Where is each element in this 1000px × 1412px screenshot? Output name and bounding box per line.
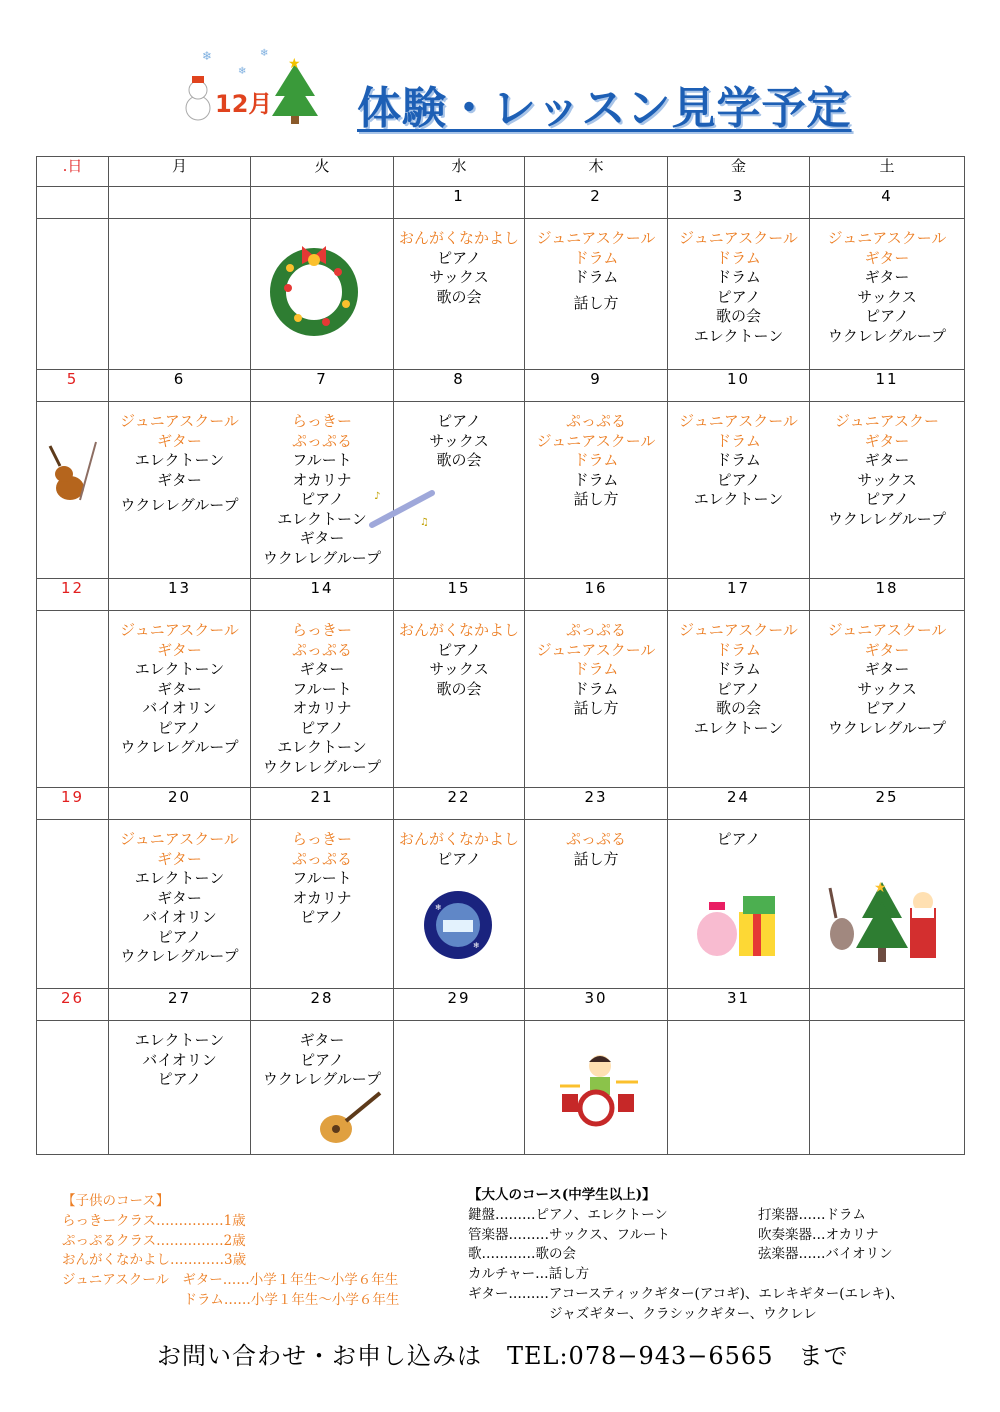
lesson-name: ドラム bbox=[716, 268, 761, 286]
lesson-name: オカリナ bbox=[292, 888, 352, 907]
day-cell bbox=[109, 219, 251, 370]
lesson-name: サックス bbox=[857, 470, 917, 489]
lesson-name: サックス bbox=[857, 287, 917, 306]
kids-course-line: おんがくなかよし…………3歳 bbox=[62, 1252, 247, 1269]
day-lessons bbox=[668, 402, 809, 510]
date-cell: 8 bbox=[394, 370, 525, 402]
lesson-name: エレクトーン bbox=[134, 869, 225, 887]
weekday-header: 水 bbox=[394, 157, 525, 187]
day-cell bbox=[810, 1021, 965, 1155]
adult-course-row bbox=[468, 1226, 904, 1246]
lesson-name: ギター bbox=[299, 1031, 345, 1049]
lesson-name: ギター bbox=[157, 679, 202, 698]
class-name: ぷっぷる bbox=[291, 640, 352, 659]
adult-course-left: 管楽器………サックス、フルート bbox=[468, 1226, 670, 1243]
class-name: おんがくなかよし bbox=[398, 229, 519, 247]
day-lessons bbox=[525, 611, 667, 719]
date-cell: 18 bbox=[810, 579, 965, 611]
adult-course-row: ジャズギター、クラシックギター、ウクレレ bbox=[468, 1305, 817, 1322]
date-cell: 5 bbox=[37, 370, 109, 402]
content-row bbox=[37, 219, 965, 370]
day-lessons bbox=[109, 402, 250, 516]
adult-course-left: カルチャー…話し方 bbox=[468, 1266, 590, 1283]
class-name: らっきー bbox=[291, 412, 352, 430]
day-cell bbox=[109, 820, 251, 989]
day-cell bbox=[37, 820, 109, 989]
adult-course-right: 吹奏楽器…オカリナ bbox=[758, 1226, 879, 1243]
lesson-name: フルート bbox=[292, 679, 352, 698]
svg-text:❄: ❄ bbox=[202, 49, 213, 63]
class-name: ギター bbox=[157, 849, 202, 868]
class-name: ドラム bbox=[573, 660, 619, 678]
page-title: 体験・レッスン見学予定 bbox=[357, 83, 852, 134]
date-cell: 22 bbox=[394, 788, 525, 820]
day-cell bbox=[668, 1021, 810, 1155]
lesson-name: 話し方 bbox=[573, 849, 619, 868]
class-name: ドラム bbox=[716, 431, 761, 450]
lesson-name: ウクレレグループ bbox=[120, 947, 239, 965]
date-cell: 15 bbox=[394, 579, 525, 611]
svg-text:❄: ❄ bbox=[435, 903, 442, 912]
date-cell bbox=[109, 187, 251, 219]
date-cell: 25 bbox=[810, 788, 965, 820]
date-cell: 9 bbox=[525, 370, 668, 402]
date-cell bbox=[810, 989, 965, 1021]
day-lessons bbox=[810, 1021, 964, 1031]
lesson-name: 歌の会 bbox=[436, 287, 482, 306]
class-name: ジュニアスクー bbox=[834, 412, 940, 430]
svg-text:❄: ❄ bbox=[238, 66, 247, 77]
date-cell: 2 bbox=[525, 187, 668, 219]
day-cell bbox=[109, 611, 251, 788]
date-cell: 12 bbox=[37, 579, 109, 611]
date-cell: 11 bbox=[810, 370, 965, 402]
weekday-header: 土 bbox=[810, 157, 965, 187]
lesson-name: バイオリン bbox=[142, 699, 217, 717]
date-cell: 20 bbox=[109, 788, 251, 820]
lesson-name: ピアノ bbox=[865, 307, 909, 325]
day-lessons bbox=[668, 611, 809, 738]
date-cell: 7 bbox=[251, 370, 394, 402]
date-row bbox=[37, 579, 965, 611]
class-name: ぷっぷる bbox=[291, 849, 352, 868]
lesson-name: ウクレレグループ bbox=[827, 326, 947, 345]
lesson-name: エレクトーン bbox=[134, 1031, 225, 1049]
lesson-name: ピアノ bbox=[300, 718, 344, 737]
date-cell bbox=[37, 187, 109, 219]
lesson-name: ピアノ bbox=[716, 830, 761, 848]
weekday-header: 火 bbox=[251, 157, 394, 187]
day-lessons bbox=[394, 820, 524, 869]
date-cell: 6 bbox=[109, 370, 251, 402]
lesson-name: エレクトーン bbox=[693, 490, 784, 508]
day-lessons bbox=[668, 219, 809, 346]
lesson-name: サックス bbox=[857, 679, 917, 698]
day-lessons bbox=[109, 219, 250, 229]
day-cell bbox=[109, 402, 251, 579]
day-lessons bbox=[810, 402, 964, 529]
day-lessons bbox=[668, 820, 809, 850]
class-name: ジュニアスクール bbox=[536, 229, 656, 247]
kids-courses-heading: 【子供のコース】 bbox=[62, 1193, 170, 1209]
header bbox=[0, 40, 1000, 140]
date-cell: 21 bbox=[251, 788, 394, 820]
date-cell: 17 bbox=[668, 579, 810, 611]
lesson-name: ドラム bbox=[573, 679, 619, 698]
date-row bbox=[37, 187, 965, 219]
class-name: ギター bbox=[157, 640, 202, 659]
day-lessons bbox=[394, 611, 524, 699]
day-cell bbox=[525, 219, 668, 370]
adult-course-left: 歌…………歌の会 bbox=[468, 1246, 576, 1263]
class-name: ジュニアスクール bbox=[679, 412, 798, 430]
date-cell: 19 bbox=[37, 788, 109, 820]
day-lessons bbox=[37, 611, 108, 621]
lesson-name: エレクトーン bbox=[277, 509, 367, 528]
class-name: ジュニアスクール bbox=[536, 640, 656, 659]
svg-text:❄: ❄ bbox=[473, 941, 480, 950]
reindeer-tree-santa-icon bbox=[826, 878, 946, 968]
class-name: ジュニアスクール bbox=[827, 229, 947, 247]
day-cell bbox=[525, 611, 668, 788]
class-name: ギター bbox=[157, 431, 202, 450]
adult-course-row bbox=[468, 1245, 904, 1265]
lesson-name: 話し方 bbox=[573, 699, 619, 717]
day-lessons bbox=[109, 1021, 250, 1090]
weekday-header-row bbox=[37, 157, 965, 187]
lesson-name: 歌の会 bbox=[436, 679, 482, 698]
lesson-name: 話し方 bbox=[573, 293, 619, 312]
date-cell: 24 bbox=[668, 788, 810, 820]
lesson-name: ピアノ bbox=[157, 1070, 202, 1088]
day-lessons bbox=[37, 219, 108, 229]
day-cell bbox=[810, 402, 965, 579]
lesson-name: オカリナ bbox=[292, 699, 352, 717]
day-lessons bbox=[668, 1021, 809, 1031]
day-lessons bbox=[810, 820, 964, 830]
lesson-name: ウクレレグループ bbox=[120, 738, 239, 756]
class-name: ぷっぷる bbox=[291, 431, 352, 450]
adult-courses-heading: 【大人のコース(中学生以上)】 bbox=[468, 1187, 656, 1203]
kids-course-line: ドラム……小学１年生〜小学６年生 bbox=[62, 1291, 400, 1308]
class-name: らっきー bbox=[291, 621, 352, 639]
class-name: らっきー bbox=[291, 830, 352, 848]
date-cell: 28 bbox=[251, 989, 394, 1021]
svg-text:♪: ♪ bbox=[374, 491, 381, 502]
weekday-header: 木 bbox=[525, 157, 668, 187]
adult-course-right: 打楽器……ドラム bbox=[758, 1206, 866, 1223]
lesson-name: ギター bbox=[864, 660, 910, 678]
day-cell bbox=[394, 219, 525, 370]
svg-text:★: ★ bbox=[288, 56, 301, 72]
lesson-name: エレクトーン bbox=[134, 451, 225, 469]
class-name: ジュニアスクール bbox=[536, 431, 656, 450]
day-lessons bbox=[810, 219, 964, 346]
lesson-name: ピアノ bbox=[300, 490, 344, 508]
adult-course-row: ギター………アコースティックギター(アコギ)、エレキギター(エレキ)、 bbox=[468, 1285, 904, 1302]
day-lessons bbox=[525, 402, 667, 510]
lesson-name: ギター bbox=[157, 888, 202, 907]
class-name: おんがくなかよし bbox=[398, 830, 519, 848]
day-lessons bbox=[37, 1021, 108, 1031]
lesson-name: ピアノ bbox=[865, 699, 909, 717]
lesson-name: ギター bbox=[299, 660, 345, 678]
day-lessons bbox=[109, 820, 250, 967]
lesson-name: ウクレレグループ bbox=[120, 496, 239, 514]
lesson-name: ドラム bbox=[716, 660, 761, 678]
class-name: ドラム bbox=[573, 451, 619, 469]
kids-courses bbox=[62, 1192, 399, 1311]
svg-text:♫: ♫ bbox=[420, 517, 429, 528]
date-cell: 4 bbox=[810, 187, 965, 219]
date-cell: 10 bbox=[668, 370, 810, 402]
lesson-name: ギター bbox=[864, 268, 910, 286]
day-cell bbox=[668, 219, 810, 370]
lesson-name: サックス bbox=[429, 431, 489, 450]
lesson-name: エレクトーン bbox=[134, 660, 225, 678]
class-name: ジュニアスクール bbox=[120, 621, 239, 639]
drummer-icon bbox=[556, 1050, 640, 1130]
contact-line: お問い合わせ・お申し込みは TEL:078−943−6565 まで bbox=[157, 1342, 849, 1370]
day-cell bbox=[109, 1021, 251, 1155]
date-cell: 23 bbox=[525, 788, 668, 820]
day-cell bbox=[394, 1021, 525, 1155]
day-lessons bbox=[394, 402, 524, 471]
day-cell bbox=[810, 219, 965, 370]
lesson-name: エレクトーン bbox=[277, 738, 367, 756]
date-cell: 16 bbox=[525, 579, 668, 611]
day-cell bbox=[251, 820, 394, 989]
day-cell bbox=[37, 1021, 109, 1155]
lesson-name: ピアノ bbox=[437, 248, 481, 267]
lesson-name: ウクレレグループ bbox=[262, 548, 382, 567]
class-name: ギター bbox=[864, 248, 910, 267]
lesson-name: バイオリン bbox=[142, 908, 217, 926]
class-name: ぷっぷる bbox=[565, 621, 626, 639]
adult-courses bbox=[468, 1186, 904, 1325]
class-name: ドラム bbox=[716, 248, 761, 267]
date-cell: 30 bbox=[525, 989, 668, 1021]
class-name: ぷっぷる bbox=[565, 412, 626, 430]
date-cell: 31 bbox=[668, 989, 810, 1021]
day-cell bbox=[810, 611, 965, 788]
svg-text:❄: ❄ bbox=[260, 48, 269, 59]
date-row bbox=[37, 370, 965, 402]
content-row bbox=[37, 402, 965, 579]
gift-boxes-icon bbox=[695, 890, 779, 960]
day-lessons bbox=[251, 1021, 393, 1090]
lesson-name: エレクトーン bbox=[693, 718, 784, 737]
class-name: ドラム bbox=[573, 248, 619, 267]
class-name: ジュニアスクール bbox=[120, 412, 239, 430]
date-row bbox=[37, 788, 965, 820]
day-lessons bbox=[525, 1021, 667, 1031]
month-badge bbox=[180, 46, 330, 126]
lesson-name: ピアノ bbox=[157, 718, 202, 737]
date-cell: 27 bbox=[109, 989, 251, 1021]
class-name: ギター bbox=[864, 431, 910, 450]
lesson-name: ギター bbox=[157, 470, 202, 489]
lesson-name: 歌の会 bbox=[436, 451, 482, 469]
lesson-name: ピアノ bbox=[716, 679, 761, 698]
day-lessons bbox=[251, 219, 393, 229]
lesson-name: サックス bbox=[429, 268, 489, 286]
date-cell: 26 bbox=[37, 989, 109, 1021]
lesson-name: ピアノ bbox=[716, 287, 761, 306]
day-lessons bbox=[37, 402, 108, 412]
date-row bbox=[37, 989, 965, 1021]
day-cell bbox=[525, 402, 668, 579]
lesson-name: ピアノ bbox=[300, 1050, 344, 1069]
class-name: おんがくなかよし bbox=[398, 621, 519, 639]
day-lessons bbox=[525, 820, 667, 869]
wreath-icon bbox=[268, 232, 360, 336]
lesson-name: 歌の会 bbox=[715, 699, 761, 717]
lesson-name: 話し方 bbox=[573, 490, 619, 508]
lesson-name: ウクレレグループ bbox=[827, 509, 947, 528]
violin-icon bbox=[40, 438, 100, 508]
lesson-name: エレクトーン bbox=[693, 326, 784, 345]
lesson-name: ピアノ bbox=[865, 490, 909, 508]
class-name: ぷっぷる bbox=[565, 830, 626, 848]
day-lessons bbox=[394, 219, 524, 307]
date-cell: 14 bbox=[251, 579, 394, 611]
kids-course-line: らっきークラス……………1歳 bbox=[62, 1212, 246, 1229]
lesson-name: ギター bbox=[864, 451, 910, 469]
adult-course-row bbox=[468, 1265, 904, 1285]
day-lessons bbox=[251, 820, 393, 928]
day-lessons bbox=[394, 1021, 524, 1031]
calendar-table bbox=[36, 156, 965, 1155]
month-label: 12月 bbox=[215, 90, 273, 118]
day-cell bbox=[394, 611, 525, 788]
svg-text:★: ★ bbox=[874, 880, 887, 896]
lesson-name: 歌の会 bbox=[715, 307, 761, 325]
lesson-name: ドラム bbox=[573, 268, 619, 286]
lesson-name: サックス bbox=[429, 660, 489, 678]
adult-course-left: 鍵盤………ピアノ、エレクトーン bbox=[468, 1206, 668, 1223]
lesson-name: ウクレレグループ bbox=[262, 1070, 382, 1088]
snowy-piano-icon bbox=[423, 890, 493, 960]
lesson-name: ピアノ bbox=[300, 908, 344, 926]
day-cell bbox=[37, 611, 109, 788]
date-cell bbox=[251, 187, 394, 219]
weekday-header sun: .日 bbox=[37, 157, 109, 187]
class-name: ジュニアスクール bbox=[679, 229, 798, 247]
adult-course-row bbox=[468, 1206, 904, 1226]
lesson-name: オカリナ bbox=[292, 470, 352, 489]
flute-icon bbox=[368, 485, 438, 531]
lesson-name: ドラム bbox=[716, 451, 761, 469]
lesson-name: バイオリン bbox=[142, 1050, 217, 1069]
day-cell bbox=[37, 219, 109, 370]
guitar-icon bbox=[316, 1087, 386, 1147]
day-cell bbox=[668, 402, 810, 579]
class-name: ジュニアスクール bbox=[827, 621, 947, 639]
day-lessons bbox=[37, 820, 108, 830]
class-name: ドラム bbox=[716, 640, 761, 659]
day-lessons bbox=[810, 611, 964, 738]
day-cell bbox=[251, 611, 394, 788]
content-row bbox=[37, 611, 965, 788]
lesson-name: ウクレレグループ bbox=[827, 718, 947, 737]
weekday-header: 金 bbox=[668, 157, 810, 187]
lesson-name: フルート bbox=[292, 869, 352, 887]
kids-course-line: ぷっぷるクラス……………2歳 bbox=[62, 1232, 246, 1249]
day-lessons bbox=[109, 611, 250, 758]
date-cell: 13 bbox=[109, 579, 251, 611]
lesson-name: ピアノ bbox=[437, 849, 481, 868]
day-lessons bbox=[525, 219, 667, 313]
date-cell: 3 bbox=[668, 187, 810, 219]
class-name: ギター bbox=[864, 640, 910, 659]
class-name: ジュニアスクール bbox=[679, 621, 798, 639]
date-cell: 29 bbox=[394, 989, 525, 1021]
adult-course-right: 弦楽器……バイオリン bbox=[758, 1246, 893, 1263]
day-lessons bbox=[251, 611, 393, 777]
lesson-name: ピアノ bbox=[157, 927, 202, 946]
day-cell bbox=[668, 611, 810, 788]
lesson-name: ピアノ bbox=[716, 470, 761, 489]
lesson-name: ウクレレグループ bbox=[262, 757, 382, 776]
kids-course-line: ジュニアスクール ギター……小学１年生〜小学６年生 bbox=[62, 1272, 399, 1289]
date-cell: 1 bbox=[394, 187, 525, 219]
lesson-name: ギター bbox=[299, 529, 345, 547]
lesson-name: ドラム bbox=[573, 470, 619, 489]
class-name: ジュニアスクール bbox=[120, 830, 239, 848]
lesson-name: フルート bbox=[292, 451, 352, 469]
weekday-header: 月 bbox=[109, 157, 251, 187]
content-row bbox=[37, 1021, 965, 1155]
lesson-name: ピアノ bbox=[437, 412, 481, 430]
day-cell bbox=[525, 820, 668, 989]
lesson-name: ピアノ bbox=[437, 640, 481, 659]
